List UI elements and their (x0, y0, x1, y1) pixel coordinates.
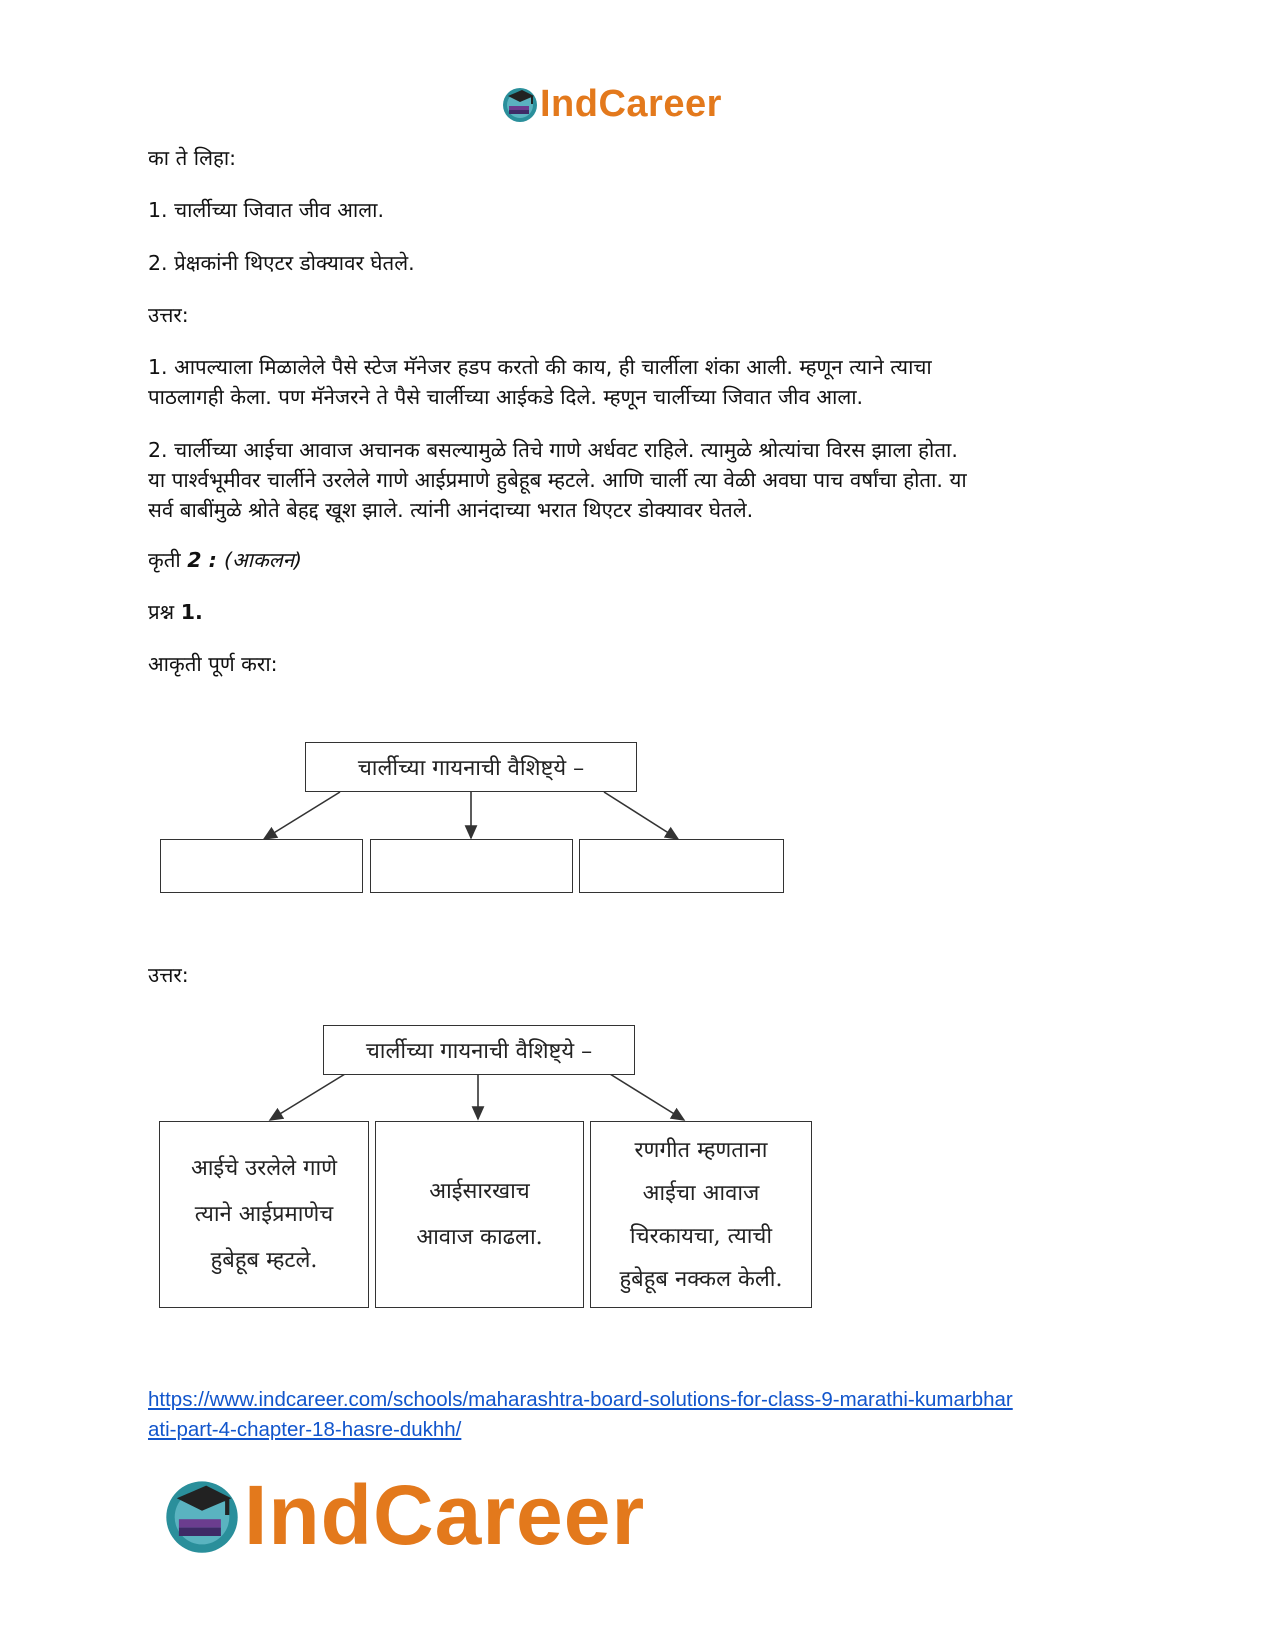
answer-title-box (323, 1025, 635, 1075)
answer-diagram-title: चार्लीच्या गायनाची वैशिष्ट्ये – (365, 1039, 593, 1064)
kruti-prefix: कृती (148, 548, 188, 572)
kruti-type: (आकलन) (224, 548, 302, 572)
question-item-2: 2. प्रेक्षकांनी थिएटर डोक्यावर घेतले. (148, 251, 415, 275)
source-link-line[interactable]: ati-part-4-chapter-18-hasre-dukhh/ (148, 1418, 462, 1441)
question-item-1: 1. चार्लीच्या जिवात जीव आला. (148, 198, 384, 222)
answer-box-line: चिरकायचा, त्याची (629, 1223, 773, 1249)
answer-box-3 (590, 1121, 812, 1308)
question-prompt: का ते लिहा: (148, 146, 237, 170)
prashna-number: 1. (180, 600, 203, 624)
answer-box-line: आवाज काढला. (416, 1224, 543, 1250)
logo-wordmark: IndCareer (244, 1467, 646, 1562)
arrow-left (264, 792, 340, 839)
answer-box-line: आईसारखाच (429, 1178, 530, 1204)
answer-2-line: 2. चार्लीच्या आईचा आवाज अचानक बसल्यामुळे तिचे गाणे अर्धवट राहिले. त्यामुळे श्रोत्यांचा विरस झाला होता. (148, 438, 958, 462)
answer-box-line: आईचे उरलेले गाणे (190, 1155, 338, 1181)
empty-answer-box-3 (579, 839, 784, 893)
activity-instruction: आकृती पूर्ण करा: (148, 652, 278, 676)
answer-arrow-left (270, 1074, 345, 1120)
answer-1-line: पाठलागही केला. पण मॅनेजरने ते पैसे चार्लीच्या आईकडे दिले. म्हणून चार्लीच्या जिवात जीव आला. (148, 385, 864, 409)
answer-box-line: त्याने आईप्रमाणेच (194, 1201, 334, 1227)
answer-2-line: सर्व बाबींमुळे श्रोते बेहद्द खूश झाले. त्यांनी आनंदाच्या भरात थिएटर डोक्यावर घेतले. (148, 498, 754, 522)
answer-2-line: या पार्श्वभूमीवर चार्लीने उरलेले गाणे आईप्रमाणे हुबेहूब म्हटले. आणि चार्ली त्या वेळी अवघा पाच वर्षांचा होता. या (148, 468, 967, 492)
empty-answer-box-1 (160, 839, 363, 893)
answer-box-line: हुबेहूब म्हटले. (210, 1247, 318, 1273)
indcareer-logo-bottom (160, 1467, 646, 1562)
answer-box-1 (159, 1121, 369, 1308)
answer-1-line: 1. आपल्याला मिळालेले पैसे स्टेज मॅनेजर हडप करतो की काय, ही चार्लीला शंका आली. म्हणून त्याने त्याचा (148, 355, 932, 379)
diagram-title: चार्लीच्या गायनाची वैशिष्ट्ये – (357, 756, 585, 781)
source-link[interactable] (148, 1385, 1128, 1445)
prashna-label: प्रश्न (148, 600, 181, 624)
logo-wordmark: IndCareer (540, 82, 722, 125)
kruti-number: 2 : (187, 548, 225, 572)
graduation-globe-icon (160, 1473, 244, 1557)
answer-box-2 (375, 1121, 584, 1308)
source-link-line[interactable]: https://www.indcareer.com/schools/maharashtra-board-solutions-for-class-9-marathi-kumarbhar (148, 1388, 1013, 1411)
answer-box-line: आईचा आवाज (642, 1180, 760, 1206)
arrow-right (604, 792, 678, 839)
empty-answer-box-2 (370, 839, 573, 893)
answer-arrow-right (610, 1074, 684, 1120)
answer-box-line: हुबेहूब नक्कल केली. (619, 1266, 783, 1292)
activity-answer-label: उत्तर: (148, 963, 189, 987)
diagram-title-box (305, 742, 637, 792)
answer-label: उत्तर: (148, 303, 189, 327)
answer-box-line: रणगीत म्हणताना (634, 1137, 768, 1163)
